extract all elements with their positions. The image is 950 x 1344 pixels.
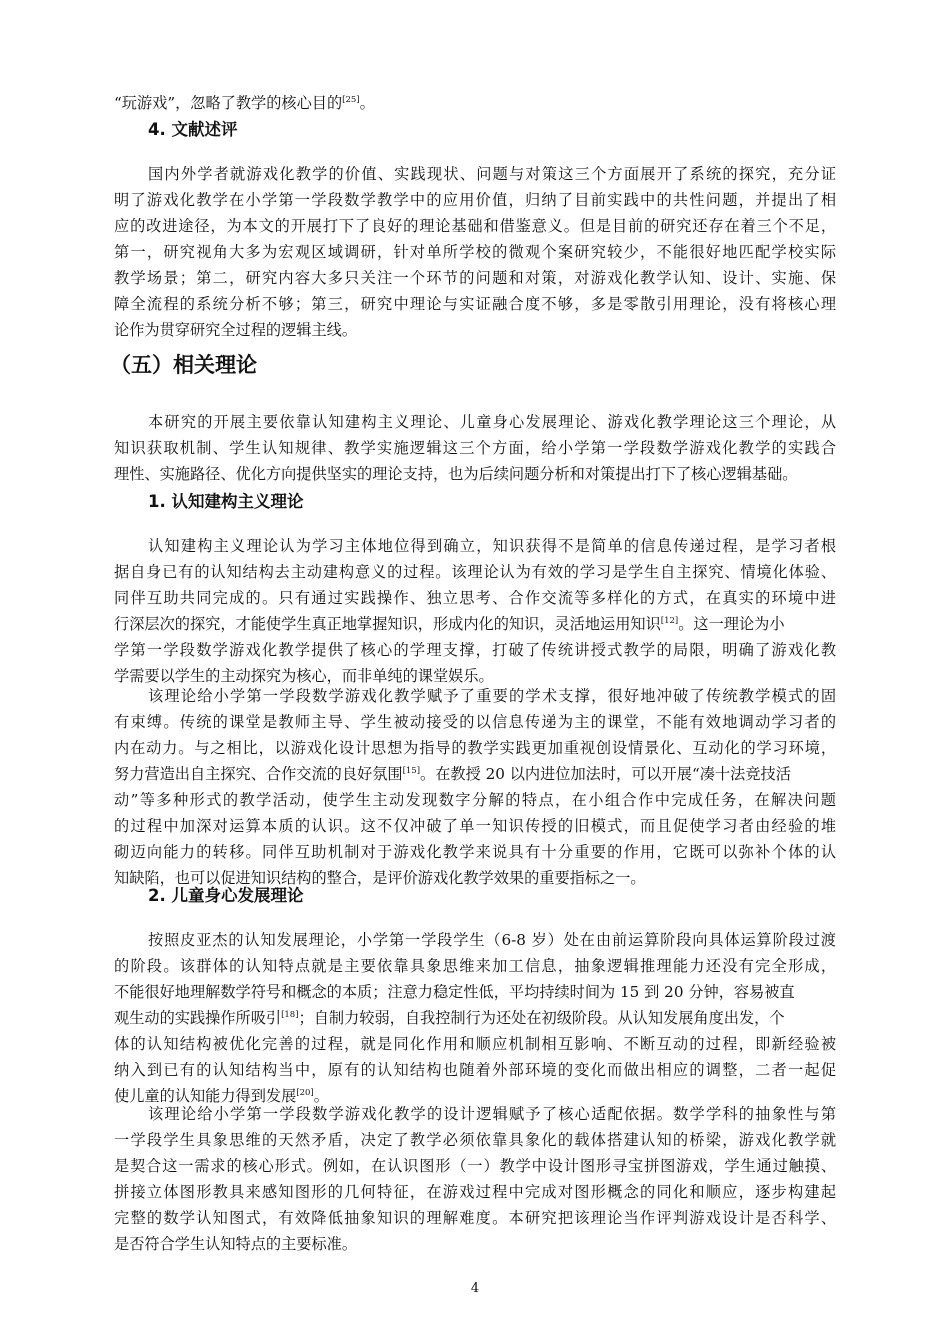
text-line: 纳入到已有的认知结构当中，原有的认知结构也随着外部环境的变化而做出相应的调整，二者一起促: [114, 1061, 836, 1079]
text-line: 教学场景；第二，研究内容大多只关注一个环节的问题和对策，对游戏化教学认知、设计、实施、保: [114, 269, 836, 287]
text-line: 该理论给小学第一学段数学游戏化教学的设计逻辑赋予了核心适配依据。数学学科的抽象性与第: [148, 1105, 836, 1123]
section-title: （五）相关理论: [110, 353, 257, 377]
text-line: 知识获取机制、学生认知规律、教学实施逻辑这三个方面，给小学第一学段数学游戏化教学的实践合: [114, 439, 836, 457]
text-line: 一学段学生具象思维的天然矛盾，决定了教学必须依靠具象化的载体搭建认知的桥梁，游戏化教学就: [114, 1131, 836, 1149]
text-line: 拼接立体图形教具来感知图形的几何特征，在游戏过程中完成对图形概念的同化和顺应，逐步构建起: [114, 1183, 836, 1201]
text-line: 完整的数学认知图式，有效降低抽象知识的理解难度。本研究把该理论当作评判游戏设计是否科学、: [114, 1209, 836, 1227]
text-line: 学第一学段数学游戏化教学提供了核心的学理支撑，打破了传统讲授式教学的局限，明确了游戏化教: [114, 641, 836, 659]
text-line: 该理论给小学第一学段数学游戏化教学赋予了重要的学术支撑，很好地冲破了传统教学模式的固: [148, 687, 836, 705]
text-line: 按照皮亚杰的认知发展理论，小学第一学段学生（6-8 岁）处在由前运算阶段向具体运算阶段过渡: [148, 931, 836, 949]
text-line: 是契合这一需求的核心形式。例如，在认识图形（一）教学中设计图形寻宝拼图游戏，学生通过触摸、: [114, 1157, 836, 1175]
text-line: 认知建构主义理论认为学习主体地位得到确立，知识获得不是简单的信息传递过程，是学习者根: [148, 537, 836, 555]
text-line: 论作为贯穿研究全过程的逻辑主线。: [114, 321, 357, 339]
page-number: 4: [470, 1281, 480, 1296]
text-line: 体的认知结构被优化完善的过程，就是同化作用和顺应机制相互影响、不断互动的过程，即新经验被: [114, 1035, 836, 1053]
citation-marker: [20]: [296, 1087, 314, 1098]
heading-child-development: 2. 儿童身心发展理论: [148, 886, 304, 905]
text-line: 学需要以学生的主动探究为核心，而非单纯的课堂娱乐。: [114, 667, 494, 685]
citation-marker: [25]: [342, 94, 360, 105]
text-line: 不能很好地理解数学符号和概念的本质；注意力稳定性低，平均持续时间为 15 到 20 分钟，容易被直: [114, 983, 795, 1001]
text-line: 有束缚。传统的课堂是教师主导、学生被动接受的以信息传递为主的课堂，不能有效地调动学习者的: [114, 713, 836, 731]
text-line: 动”等多种形式的教学活动，使学生主动发现数字分解的特点，在小组合作中完成任务，在解决问题: [114, 791, 836, 809]
text-line: 观生动的实践操作所吸引[18]；自制力较弱，自我控制行为还处在初级阶段。从认知发展角度出发，个: [114, 1009, 785, 1027]
text-line: 是否符合学生认知特点的主要标准。: [114, 1235, 357, 1253]
text-line: 砌迈向能力的转移。同伴互助机制对于游戏化教学来说具有十分重要的作用，它既可以弥补个体的认: [114, 843, 836, 861]
text-line: 的过程中加深对运算本质的认识。这不仅冲破了单一知识传授的旧模式，而且促使学习者由经验的堆: [114, 817, 836, 835]
text-line: 内在动力。与之相比，以游戏化设计思想为指导的教学实践更加重视创设情景化、互动化的学习环境，: [114, 739, 836, 757]
text-line: 应的改进途径，为本文的开展打下了良好的理论基础和借鉴意义。但是目前的研究还存在着三个不足，: [114, 217, 836, 235]
citation-marker: [18]: [281, 1009, 299, 1020]
text-line: 使儿童的认知能力得到发展[20]。: [114, 1087, 329, 1105]
citation-marker: [15]: [402, 765, 421, 776]
text-line: 据自身已有的认知结构去主动建构意义的过程。该理论认为有效的学习是学生自主探究、情境化体验、: [114, 563, 836, 581]
heading-literature-review: 4. 文献述评: [148, 120, 238, 139]
text-line: 国内外学者就游戏化教学的价值、实践现状、问题与对策这三个方面展开了系统的探究，充分证: [148, 165, 836, 183]
text-line: 努力营造出自主探究、合作交流的良好氛围[15]。在教授 20 以内进位加法时，可以开展“凑十法竞技活: [114, 765, 791, 783]
text-line: 行深层次的探究，才能使学生真正地掌握知识，形成内化的知识，灵活地运用知识[12]。这一理论为小: [114, 615, 785, 633]
text-line: 知缺陷，也可以促进知识结构的整合，是评价游戏化教学效果的重要指标之一。: [114, 869, 646, 887]
text-line: 同伴互助共同完成的。只有通过实践操作、独立思考、合作交流等多样化的方式，在真实的环境中进: [114, 589, 836, 607]
text-line: 本研究的开展主要依靠认知建构主义理论、儿童身心发展理论、游戏化教学理论这三个理论，从: [148, 413, 836, 431]
text-line: “玩游戏”，忽略了教学的核心目的[25]。: [114, 94, 375, 112]
text-line: 理性、实施路径、优化方向提供坚实的理论支持，也为后续问题分析和对策提出打下了核心逻辑基础。: [114, 465, 798, 483]
text-line: 的阶段。该群体的认知特点就是主要依靠具象思维来加工信息，抽象逻辑推理能力还没有完全形成，: [114, 957, 836, 975]
heading-constructivism: 1. 认知建构主义理论: [148, 492, 304, 511]
text-line: 第一，研究视角大多为宏观区域调研，针对单所学校的微观个案研究较少，不能很好地匹配学校实际: [114, 243, 836, 261]
citation-marker: [12]: [660, 615, 679, 626]
text-line: 障全流程的系统分析不够；第三，研究中理论与实证融合度不够，多是零散引用理论，没有将核心理: [114, 295, 836, 313]
text-line: 明了游戏化教学在小学第一学段数学教学中的应用价值，归纳了目前实践中的共性问题，并提出了相: [114, 191, 836, 209]
